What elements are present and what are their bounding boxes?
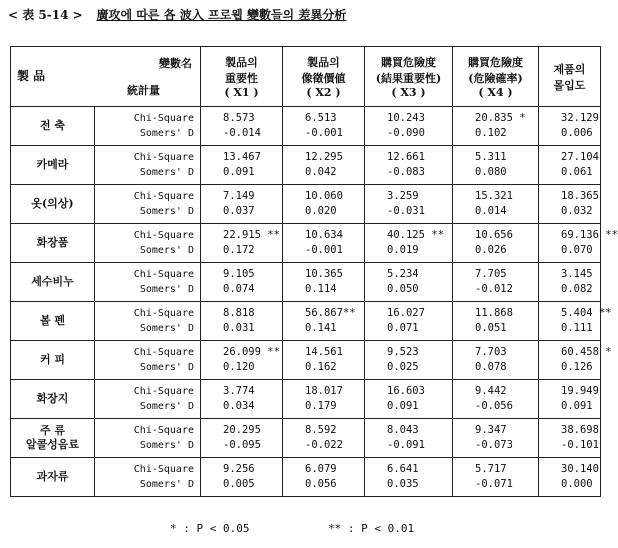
value-cell (539, 458, 601, 497)
somers-d-value: 0.102 (475, 127, 507, 139)
value-cell (539, 185, 601, 224)
chi-square-label: Chi-Square (133, 308, 194, 319)
value-cell (201, 341, 283, 380)
chi-square-value: 27.104 (561, 151, 599, 163)
product-name: 알콜성음료 (25, 438, 80, 451)
column-header-x4: 購買危險度 (危險確率) ( X4 ) (453, 47, 539, 107)
chi-square-value: 3.774 (223, 385, 255, 397)
value-cell (539, 419, 601, 458)
somers-d-value: 0.025 (387, 361, 419, 373)
somers-d-value: 0.091 (561, 400, 593, 412)
chi-square-label: Chi-Square (133, 347, 194, 358)
somers-d-label: Somers' D (139, 323, 194, 334)
value-cell (453, 224, 539, 263)
chi-square-label: Chi-Square (133, 425, 194, 436)
chi-square-value: 7.705 (475, 268, 507, 280)
chi-square-value: 9.442 (475, 385, 507, 397)
table-row (11, 185, 601, 224)
value-cell (453, 302, 539, 341)
value-cell (539, 302, 612, 341)
chi-square-label: Chi-Square (133, 269, 194, 280)
somers-d-value: 0.035 (387, 478, 419, 490)
value-cell (453, 341, 539, 380)
somers-d-value: 0.080 (475, 166, 507, 178)
value-cell (365, 419, 453, 458)
value-cell (201, 224, 283, 263)
chi-square-value: 15.321 (475, 190, 513, 202)
chi-square-value: 8.043 (387, 424, 419, 436)
value-cell (365, 302, 453, 341)
chi-square-value: 10.060 (305, 190, 343, 202)
statistic-label-cell (95, 107, 201, 146)
somers-d-value: -0.001 (305, 127, 343, 139)
value-cell (283, 146, 365, 185)
chi-square-value: 26.099 ** (223, 346, 280, 358)
value-cell (365, 380, 453, 419)
somers-d-value: 0.005 (223, 478, 255, 490)
value-cell (201, 458, 283, 497)
table-row (11, 146, 601, 185)
value-cell (201, 146, 283, 185)
table-caption (8, 6, 602, 26)
statistic-label-cell (95, 341, 201, 380)
chi-square-value: 5.404 ** (561, 307, 612, 319)
chi-square-value: 18.017 (305, 385, 343, 397)
product-name-cell (11, 302, 95, 341)
value-cell (201, 302, 283, 341)
chi-square-value: 8.592 (305, 424, 337, 436)
chi-square-value: 40.125 ** (387, 229, 444, 241)
somers-d-value: 0.162 (305, 361, 337, 373)
value-cell (453, 458, 539, 497)
chi-square-value: 38.698 (561, 424, 599, 436)
statistic-label-cell (95, 146, 201, 185)
product-name: 옷(의상) (31, 197, 74, 210)
value-cell (539, 341, 612, 380)
value-cell (283, 458, 365, 497)
chi-square-value: 6.513 (305, 112, 337, 124)
chi-square-value: 20.835 * (475, 112, 526, 124)
value-cell (283, 185, 365, 224)
product-name-cell (11, 458, 95, 497)
somers-d-label: Somers' D (139, 479, 194, 490)
somers-d-value: 0.031 (223, 322, 255, 334)
value-cell (201, 185, 283, 224)
value-cell (365, 185, 453, 224)
chi-square-value: 7.703 (475, 346, 507, 358)
statistic-label-cell (95, 302, 201, 341)
chi-square-value: 12.661 (387, 151, 425, 163)
value-cell (283, 419, 365, 458)
header-product: 製 品 (17, 69, 46, 83)
somers-d-value: 0.082 (561, 283, 593, 295)
somers-d-value: -0.073 (475, 439, 513, 451)
analysis-table (10, 46, 618, 497)
somers-d-value: 0.111 (561, 322, 593, 334)
chi-square-value: 3.259 (387, 190, 419, 202)
product-name-cell (11, 341, 95, 380)
value-cell (365, 224, 453, 263)
product-name-cell (11, 146, 95, 185)
chi-square-value: 12.295 (305, 151, 343, 163)
chi-square-value: 3.145 (561, 268, 593, 280)
chi-square-value: 9.105 (223, 268, 255, 280)
somers-d-value: 0.172 (223, 244, 255, 256)
product-name: 주 류 (39, 424, 66, 437)
column-header-involvement: 제품의 몰입도 (539, 47, 601, 107)
somers-d-value: -0.090 (387, 127, 425, 139)
product-name-cell (11, 380, 95, 419)
chi-square-value: 56.867** (305, 307, 356, 319)
chi-square-value: 9.256 (223, 463, 255, 475)
value-cell (453, 146, 539, 185)
footnote-p001: ** : P < 0.01 (328, 522, 415, 535)
product-name: 화장품 (36, 236, 69, 249)
product-name: 카메라 (36, 158, 69, 171)
chi-square-value: 6.641 (387, 463, 419, 475)
chi-square-value: 22.915 ** (223, 229, 280, 241)
somers-d-value: -0.083 (387, 166, 425, 178)
somers-d-value: 0.051 (475, 322, 507, 334)
somers-d-value: 0.020 (305, 205, 337, 217)
value-cell (201, 107, 283, 146)
chi-square-value: 10.656 (475, 229, 513, 241)
header-corner (11, 47, 201, 107)
chi-square-value: 10.365 (305, 268, 343, 280)
value-cell (283, 224, 365, 263)
value-cell (365, 107, 453, 146)
value-cell (365, 146, 453, 185)
chi-square-label: Chi-Square (133, 230, 194, 241)
somers-d-label: Somers' D (139, 206, 194, 217)
somers-d-value: -0.095 (223, 439, 261, 451)
somers-d-value: 0.019 (387, 244, 419, 256)
value-cell (283, 302, 365, 341)
somers-d-label: Somers' D (139, 362, 194, 373)
chi-square-value: 9.523 (387, 346, 419, 358)
value-cell (365, 263, 453, 302)
table-number: < 表 5-14 > (8, 8, 83, 22)
somers-d-value: -0.056 (475, 400, 513, 412)
chi-square-value: 14.561 (305, 346, 343, 358)
chi-square-value: 11.868 (475, 307, 513, 319)
value-cell (539, 263, 601, 302)
chi-square-value: 69.136 ** (561, 229, 618, 241)
chi-square-value: 5.311 (475, 151, 507, 163)
somers-d-value: 0.000 (561, 478, 593, 490)
product-name: 커 피 (39, 353, 66, 366)
chi-square-value: 10.243 (387, 112, 425, 124)
somers-d-label: Somers' D (139, 167, 194, 178)
value-cell (283, 263, 365, 302)
table-row (11, 107, 601, 146)
chi-square-value: 18.365 (561, 190, 599, 202)
somers-d-value: 0.050 (387, 283, 419, 295)
somers-d-value: 0.126 (561, 361, 593, 373)
column-header-x3: 購買危險度 (結果重要性) ( X3 ) (365, 47, 453, 107)
value-cell (365, 458, 453, 497)
product-name: 화장지 (36, 392, 69, 405)
value-cell (201, 263, 283, 302)
chi-square-label: Chi-Square (133, 113, 194, 124)
product-name: 전 축 (39, 119, 66, 132)
chi-square-label: Chi-Square (133, 191, 194, 202)
somers-d-value: 0.032 (561, 205, 593, 217)
value-cell (283, 380, 365, 419)
header-statistic: 統計量 (127, 84, 160, 97)
somers-d-value: 0.074 (223, 283, 255, 295)
somers-d-value: 0.091 (387, 400, 419, 412)
somers-d-value: 0.034 (223, 400, 255, 412)
somers-d-label: Somers' D (139, 401, 194, 412)
value-cell (539, 146, 601, 185)
somers-d-value: -0.101 (561, 439, 599, 451)
table-row (11, 302, 601, 341)
chi-square-label: Chi-Square (133, 464, 194, 475)
chi-square-value: 16.603 (387, 385, 425, 397)
somers-d-label: Somers' D (139, 440, 194, 451)
value-cell (453, 263, 539, 302)
chi-square-value: 5.234 (387, 268, 419, 280)
statistic-label-cell (95, 263, 201, 302)
value-cell (453, 185, 539, 224)
chi-square-label: Chi-Square (133, 152, 194, 163)
footnote-p005: * : P < 0.05 (170, 522, 250, 535)
somers-d-label: Somers' D (139, 245, 194, 256)
chi-square-value: 8.573 (223, 112, 255, 124)
table-row (11, 263, 601, 302)
somers-d-value: 0.014 (475, 205, 507, 217)
chi-square-value: 7.149 (223, 190, 255, 202)
chi-square-value: 19.949 (561, 385, 599, 397)
somers-d-value: 0.078 (475, 361, 507, 373)
somers-d-value: 0.026 (475, 244, 507, 256)
statistic-label-cell (95, 419, 201, 458)
product-name-cell (11, 107, 95, 146)
table-title: 廣攻에 따른 各 波入 프로웹 變數들의 差異分析 (96, 8, 347, 22)
value-cell (539, 107, 601, 146)
somers-d-value: 0.114 (305, 283, 337, 295)
header-variable-name: 變數名 (159, 57, 192, 70)
table-row (11, 458, 601, 497)
somers-d-value: 0.042 (305, 166, 337, 178)
table-row (11, 380, 601, 419)
value-cell (539, 380, 601, 419)
value-cell (453, 419, 539, 458)
somers-d-value: -0.012 (475, 283, 513, 295)
somers-d-value: -0.022 (305, 439, 343, 451)
somers-d-label: Somers' D (139, 284, 194, 295)
column-header-x2: 製品의 像徵價値 ( X2 ) (283, 47, 365, 107)
value-cell (453, 107, 539, 146)
statistic-label-cell (95, 380, 201, 419)
chi-square-value: 10.634 (305, 229, 343, 241)
chi-square-label: Chi-Square (133, 386, 194, 397)
somers-d-value: 0.061 (561, 166, 593, 178)
header-row (11, 47, 601, 107)
chi-square-value: 6.079 (305, 463, 337, 475)
somers-d-value: -0.031 (387, 205, 425, 217)
chi-square-value: 8.818 (223, 307, 255, 319)
somers-d-value: -0.071 (475, 478, 513, 490)
statistic-label-cell (95, 185, 201, 224)
somers-d-label: Somers' D (139, 128, 194, 139)
somers-d-value: 0.179 (305, 400, 337, 412)
product-name-cell (11, 224, 95, 263)
somers-d-value: -0.091 (387, 439, 425, 451)
product-name: 과자류 (36, 470, 69, 483)
product-name-cell (11, 185, 95, 224)
chi-square-value: 20.295 (223, 424, 261, 436)
somers-d-value: 0.071 (387, 322, 419, 334)
value-cell (201, 419, 283, 458)
somers-d-value: 0.091 (223, 166, 255, 178)
column-header-x1: 製品의 重要性 ( X1 ) (201, 47, 283, 107)
value-cell (283, 107, 365, 146)
product-name: 볼 펜 (39, 314, 66, 327)
value-cell (201, 380, 283, 419)
chi-square-value: 5.717 (475, 463, 507, 475)
chi-square-value: 13.467 (223, 151, 261, 163)
value-cell (283, 341, 365, 380)
table-row (11, 341, 601, 380)
somers-d-value: -0.014 (223, 127, 261, 139)
chi-square-value: 60.458 * (561, 346, 612, 358)
somers-d-value: 0.070 (561, 244, 593, 256)
chi-square-value: 9.347 (475, 424, 507, 436)
value-cell (453, 380, 539, 419)
table-row (11, 419, 601, 458)
somers-d-value: 0.037 (223, 205, 255, 217)
somers-d-value: 0.141 (305, 322, 337, 334)
somers-d-value: 0.006 (561, 127, 593, 139)
chi-square-value: 16.027 (387, 307, 425, 319)
product-name-cell (11, 263, 95, 302)
value-cell (365, 341, 453, 380)
chi-square-value: 32.129 (561, 112, 599, 124)
statistic-label-cell (95, 224, 201, 263)
product-name-cell (11, 419, 95, 458)
somers-d-value: 0.120 (223, 361, 255, 373)
somers-d-value: -0.001 (305, 244, 343, 256)
chi-square-value: 30.140 (561, 463, 599, 475)
statistic-label-cell (95, 458, 201, 497)
product-name: 세수비누 (31, 275, 74, 288)
value-cell (539, 224, 618, 263)
table-row (11, 224, 601, 263)
somers-d-value: 0.056 (305, 478, 337, 490)
